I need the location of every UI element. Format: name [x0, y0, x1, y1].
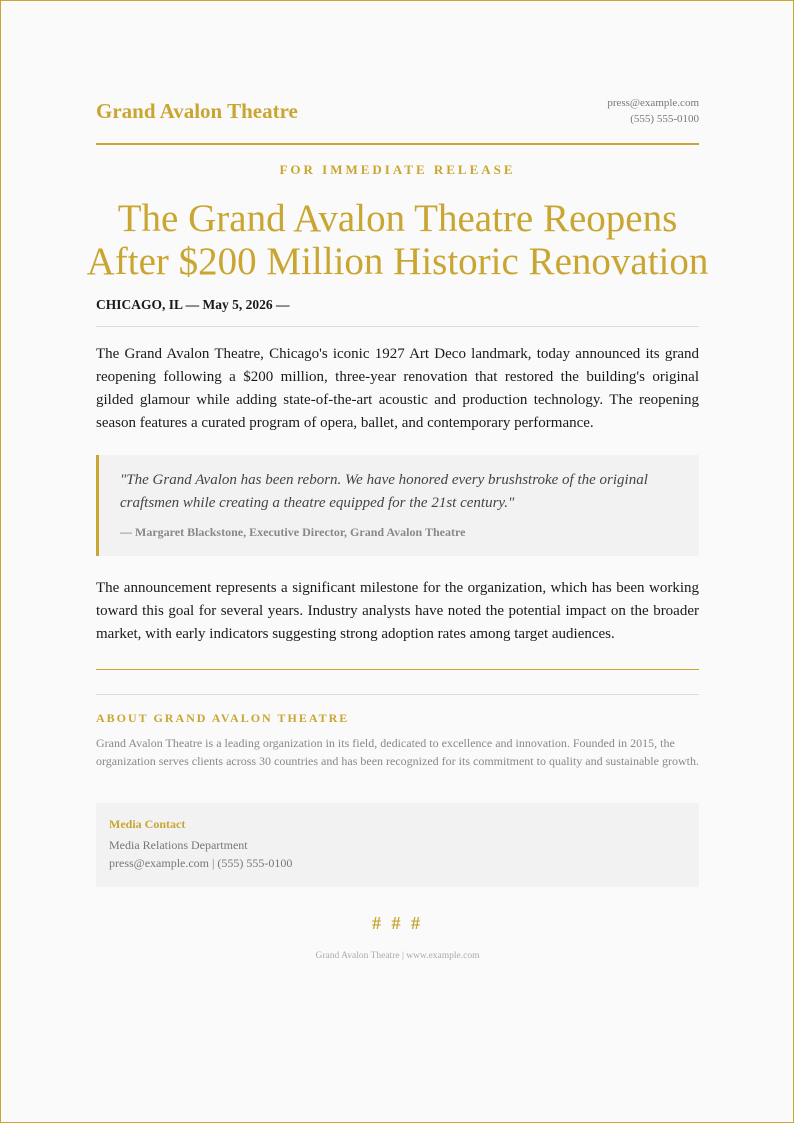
about-text: Grand Avalon Theatre is a leading organization in its field, dedicated to excellence and innovation. Founded in 2015, the organization serves clients across 30 countries and has been recognized for its commitment to quality and sustainable growth.: [96, 736, 699, 768]
quote-attribution: — Margaret Blackstone, Executive Director, Grand Avalon Theatre: [120, 525, 466, 539]
dateline: CHICAGO, IL — May 5, 2026 —: [96, 297, 290, 312]
dateline-divider: [96, 326, 699, 327]
headline: [86, 197, 709, 283]
organization-name: Grand Avalon Theatre: [96, 99, 298, 123]
header-phone: (555) 555-0100: [630, 113, 699, 125]
media-contact-box: [96, 803, 699, 887]
header-divider: [96, 143, 699, 145]
body-paragraph-2: The announcement represents a significant milestone for the organization, which has been working toward this goal for several years. Industry analysts have noted the potential impact on the broader market, with early indicators suggesting strong adoption rates among target audiences.: [96, 580, 699, 642]
release-label: FOR IMMEDIATE RELEASE: [279, 162, 516, 177]
quote-text: "The Grand Avalon has been reborn. We have honored every brushstroke of the original craftsmen while creating a theatre equipped for the 21st century.": [120, 472, 648, 511]
end-marks: # # #: [372, 913, 423, 933]
headline-line-1: The Grand Avalon Theatre Reopens: [117, 197, 678, 240]
header-email[interactable]: press@example.com: [607, 97, 699, 109]
pull-quote: [96, 455, 699, 556]
body-paragraph-1: The Grand Avalon Theatre, Chicago's iconic 1927 Art Deco landmark, today announced its grand reopening following a $200 million, three-year renovation that restored the building's original gilded glamour while adding state-of-the-art acoustic and production technology. The reopening season features a curated program of opera, ballet, and contemporary performance.: [96, 346, 699, 431]
media-contact-title: Media Contact: [109, 817, 186, 831]
footer: Grand Avalon Theatre | www.example.com: [315, 951, 480, 961]
about-divider: [96, 694, 699, 695]
media-contact-department: Media Relations Department: [109, 838, 248, 852]
media-contact-details[interactable]: press@example.com | (555) 555-0100: [109, 856, 293, 870]
letterhead: [96, 95, 699, 143]
headline-line-2: After $200 Million Historic Renovation: [86, 240, 709, 283]
header-contact: [607, 95, 699, 127]
about-title: ABOUT GRAND AVALON THEATRE: [96, 711, 350, 725]
section-divider: [96, 669, 699, 670]
